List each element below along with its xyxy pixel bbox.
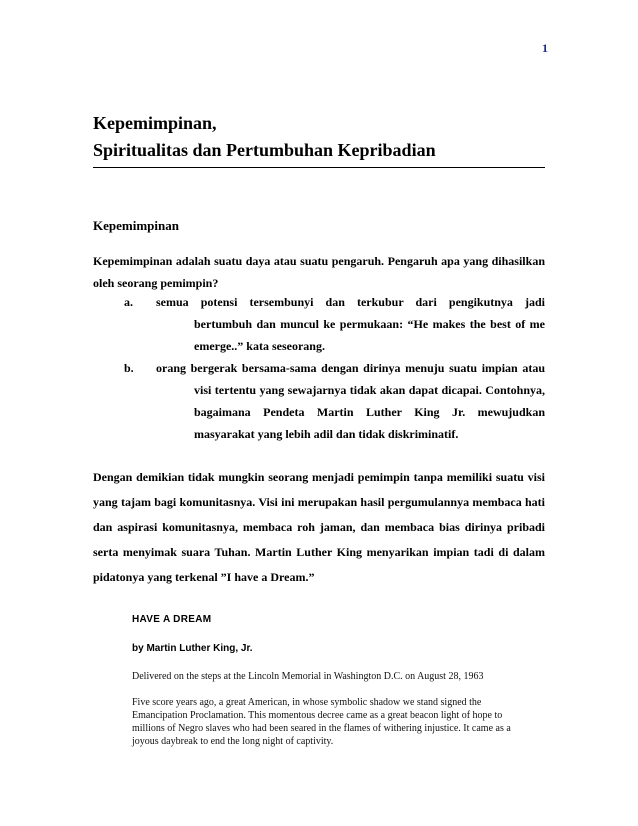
list-item (93, 291, 545, 357)
list-item-text (156, 357, 545, 445)
intro-paragraph: Kepemimpinan adalah suatu daya atau suatu pengaruh. Pengaruh apa yang dihasilkan oleh seorang pemimpin? (93, 254, 545, 290)
list-item-first-line: orang bergerak bersama-sama dengan dirinya menuju suatu impian atau (156, 361, 545, 375)
list-marker: a. (124, 295, 133, 309)
list-marker: b. (124, 361, 134, 375)
list-item-continuation: bertumbuh dan muncul ke permukaan: “He makes the best of me emerge..” kata seseorang. (194, 317, 545, 353)
speech-excerpt (132, 613, 552, 748)
speech-title: HAVE A DREAM (132, 614, 212, 625)
page-number: 1 (542, 41, 548, 55)
bullet-list (93, 291, 545, 445)
title-line-1: Kepemimpinan, (93, 113, 217, 133)
paragraph-vision: Dengan demikian tidak mungkin seorang menjadi pemimpin tanpa memiliki suatu visi yang tajam bagi komunitasnya. Visi ini merupakan hasil pergumulannya membaca hati dan aspirasi komunitasnya, membaca roh jaman, dan membaca bias dirinya pribadi serta menyimak suara Tuhan. Martin Luther King menyarikan impian tadi di dalam pidatonya yang terkenal ”I have a Dream.” (93, 470, 545, 584)
speech-delivered-note: Delivered on the steps at the Lincoln Memorial in Washington D.C. on August 28, 1963 (132, 671, 484, 682)
speech-body: Five score years ago, a great American, in whose symbolic shadow we stand signed the Emancipation Proclamation. This momentous decree came as a great beacon light of hope to millions of Negro slaves who had been seared in the flames of withering injustice. It came as a joyous daybreak to end the long night of captivity. (132, 697, 511, 747)
list-item-text (156, 291, 545, 357)
list-item-continuation: visi tertentu yang sewajarnya tidak akan dapat dicapai. Contohnya, bagaimana Pendeta Martin Luther King Jr. mewujudkan masyarakat yang lebih adil dan tidak diskriminatif. (194, 383, 545, 441)
document-title (93, 110, 545, 168)
list-item-first-line: semua potensi tersembunyi dan terkubur dari pengikutnya jadi (156, 295, 545, 309)
title-line-2: Spiritualitas dan Pertumbuhan Kepribadian (93, 140, 436, 160)
list-item (93, 357, 545, 445)
section-heading: Kepemimpinan (93, 218, 179, 233)
speech-author: by Martin Luther King, Jr. (132, 643, 253, 654)
